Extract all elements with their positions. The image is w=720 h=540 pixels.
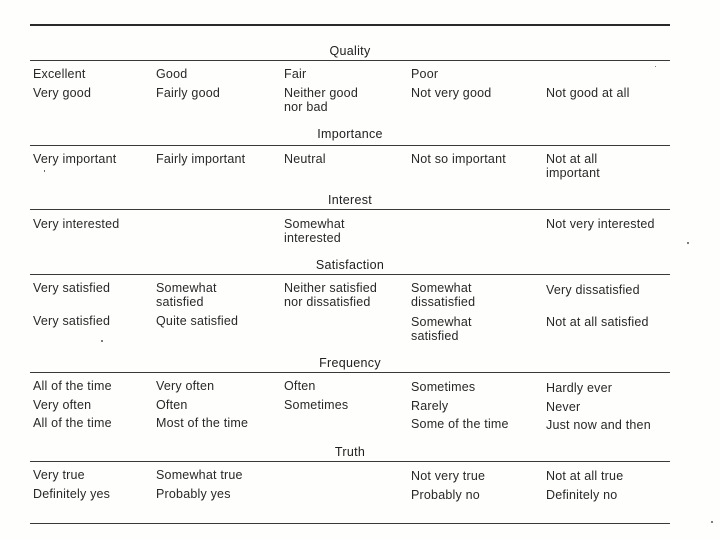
table-cell: Quite satisfied xyxy=(156,314,239,328)
table-cell: Fair xyxy=(284,67,307,81)
section-rule-importance xyxy=(30,145,670,146)
table-cell: Very good xyxy=(33,86,92,100)
section-heading-importance: Importance xyxy=(317,127,383,141)
table-cell: Often xyxy=(156,398,188,412)
table-cell: All of the time xyxy=(33,379,112,393)
section-heading-interest: Interest xyxy=(327,193,373,207)
table-cell: Not very interested xyxy=(546,217,655,231)
table-cell: Very satisfied xyxy=(33,314,111,328)
table-cell: Neutral xyxy=(284,152,326,166)
table-cell: Fairly good xyxy=(156,86,221,100)
table-cell: Not at all true xyxy=(546,469,624,483)
section-rule-quality xyxy=(30,60,670,61)
scan-speck xyxy=(101,340,103,342)
table-cell: Very dissatisfied xyxy=(546,283,640,297)
table-cell: Very often xyxy=(156,379,215,393)
table-cell: Very interested xyxy=(33,217,120,231)
section-heading-quality: Quality xyxy=(329,44,371,58)
table-cell: Rarely xyxy=(411,399,449,413)
scan-speck xyxy=(711,521,713,523)
table-cell: Fairly important xyxy=(156,152,246,166)
section-rule-frequency xyxy=(30,372,670,373)
table-cell: Neither good nor bad xyxy=(284,86,358,114)
table-cell: All of the time xyxy=(33,416,112,430)
table-cell: Very true xyxy=(33,468,85,482)
table-cell: Hardly ever xyxy=(546,381,613,395)
table-cell: Sometimes xyxy=(411,380,476,394)
section-heading-satisfaction: Satisfaction xyxy=(315,258,385,272)
section-rule-satisfaction xyxy=(30,274,670,275)
table-cell: Never xyxy=(546,400,581,414)
bottom-rule xyxy=(30,523,670,524)
table-cell: Some of the time xyxy=(411,417,509,431)
table-cell: Not very true xyxy=(411,469,486,483)
table-cell: Definitely no xyxy=(546,488,618,502)
table-cell: Not very good xyxy=(411,86,492,100)
table-cell: Good xyxy=(156,67,188,81)
table-cell: Very important xyxy=(33,152,117,166)
table-cell: Excellent xyxy=(33,67,86,81)
table-cell: Just now and then xyxy=(546,418,651,432)
table-cell: Most of the time xyxy=(156,416,249,430)
section-heading-frequency: Frequency xyxy=(319,356,381,370)
table-cell: Not at all important xyxy=(546,152,600,180)
table-cell: Not at all satisfied xyxy=(546,315,649,329)
top-rule xyxy=(30,24,670,26)
table-cell: Somewhat true xyxy=(156,468,243,482)
scan-speck xyxy=(687,242,689,244)
table-cell: Very satisfied xyxy=(33,281,111,295)
table-cell: Very often xyxy=(33,398,92,412)
table-cell: Not good at all xyxy=(546,86,630,100)
table-cell: Somewhat satisfied xyxy=(411,315,472,343)
section-rule-interest xyxy=(30,209,670,210)
table-cell: Not so important xyxy=(411,152,506,166)
table-cell: Often xyxy=(284,379,316,393)
table-cell: Probably no xyxy=(411,488,480,502)
section-rule-truth xyxy=(30,461,670,462)
table-cell: Definitely yes xyxy=(33,487,111,501)
table-cell: Probably yes xyxy=(156,487,231,501)
table-cell: Sometimes xyxy=(284,398,349,412)
table-cell: Somewhat dissatisfied xyxy=(411,281,476,309)
section-heading-truth: Truth xyxy=(334,445,366,459)
table-cell: Poor xyxy=(411,67,439,81)
table-cell: Somewhat satisfied xyxy=(156,281,217,309)
table-cell: Neither satisfied nor dissatisfied xyxy=(284,281,378,309)
scan-speck xyxy=(655,66,656,67)
scan-speck xyxy=(44,170,45,172)
table-cell: Somewhat interested xyxy=(284,217,345,245)
